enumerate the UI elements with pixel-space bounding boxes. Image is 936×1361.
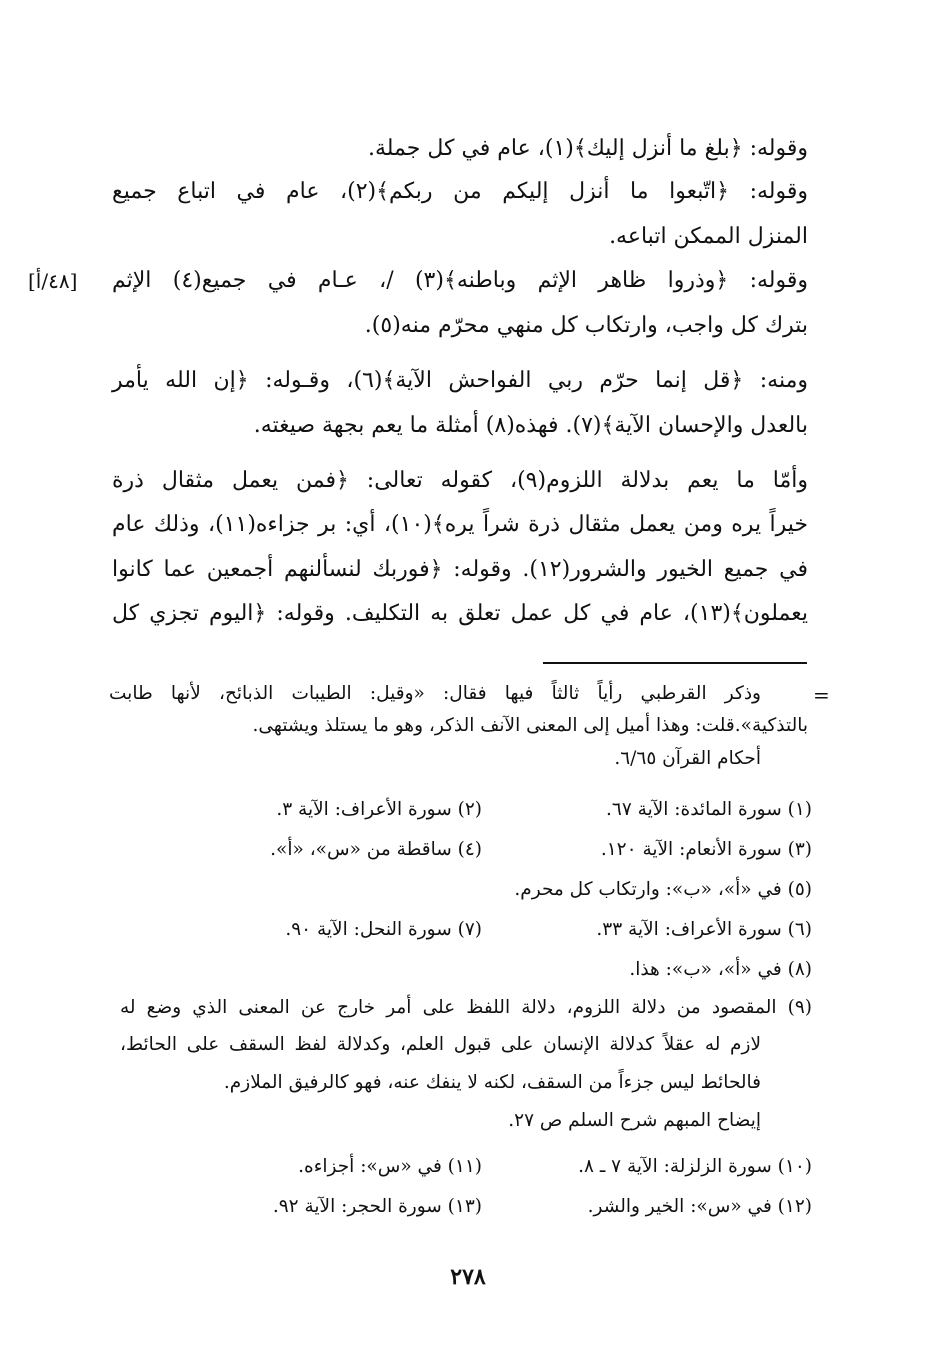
footnote-row-3-4 (150, 836, 812, 864)
footnote-row-10-11 (150, 1153, 812, 1181)
body-line-1: وقوله: ﴿بلغ ما أنزل إليك﴾(١)، عام في كل جملة. (367, 136, 808, 161)
footnote-continuation-line-2: بالتذكية».قلت: وهذا أميل إلى المعنى الآنف الذكر، وهو ما يستلذ ويشتهى. (252, 715, 808, 736)
body-line-6: ومنه: ﴿قل إنما حرّم ربي الفواحش الآية﴾(٦)، وقـوله: ﴿إن الله يأمر (112, 368, 808, 393)
footnote-continuation-line-3: أحكام القرآن ٦/٦٥. (614, 748, 761, 769)
footnote-separator (543, 662, 807, 664)
footnote-continuation-line-1: وذكر القرطبي رأياً ثالثاً فيها فقال: «وقيل: الطيبات الذبائح، لأنها طابت (109, 683, 761, 704)
footnote-9-line-4: إيضاح المبهم شرح السلم ص ٢٧. (508, 1110, 761, 1131)
footnote-9-line-1: (٩) المقصود من دلالة اللزوم، دلالة اللفظ على أمر خارج عن المعنى الذي وضع له (120, 997, 812, 1018)
footnote-12: (١٢) في «س»: الخير والشر. (587, 1196, 812, 1217)
continuation-marker: = (813, 683, 830, 707)
footnote-row-1-2 (150, 796, 812, 824)
footnote-row-12-13 (150, 1193, 812, 1221)
body-line-3: المنزل الممكن اتباعه. (609, 224, 808, 249)
body-line-10: في جميع الخيور والشرور(١٢). وقوله: ﴿فوربك لنسألنهم أجمعين عما كانوا (112, 557, 808, 582)
folio-margin-marker: [٤٨/أ] (28, 269, 78, 293)
footnote-7: (٧) سورة النحل: الآية ٩٠. (285, 919, 482, 940)
footnote-13: (١٣) سورة الحجر: الآية ٩٢. (272, 1196, 482, 1217)
body-line-4: وقوله: ﴿وذروا ظاهر الإثم وباطنه﴾(٣) /، عـام في جميع(٤) الإثم (112, 268, 808, 293)
footnote-9-line-3: فالحائط ليس جزءاً من السقف، لكنه لا ينفك عنه، فهو كالرفيق الملازم. (223, 1072, 761, 1093)
footnote-3: (٣) سورة الأنعام: الآية ١٢٠. (600, 839, 812, 860)
footnote-1: (١) سورة المائدة: الآية ٦٧. (606, 799, 812, 820)
body-line-11: يعملون﴾(١٣)، عام في كل عمل تعلق به التكليف. وقوله: ﴿اليوم تجزي كل (112, 601, 808, 626)
footnote-4: (٤) ساقطة من «س»، «أ». (270, 839, 482, 860)
body-line-9: خيراً يره ومن يعمل مثقال ذرة شراً يره﴾(١٠)، أي: بر جزاءه(١١)، وذلك عام (112, 512, 808, 537)
footnote-9-line-2: لازم له عقلاً كدلالة الإنسان على قبول العلم، وكدلالة لفظ السقف على الحائط، (120, 1034, 761, 1055)
footnote-5: (٥) في «أ»، «ب»: وارتكاب كل محرم. (514, 879, 812, 900)
body-line-8: وأمّا ما يعم بدلالة اللزوم(٩)، كقوله تعالى: ﴿فمن يعمل مثقال ذرة (112, 468, 808, 493)
footnote-6: (٦) سورة الأعراف: الآية ٣٣. (596, 919, 812, 940)
page-number: ٢٧٨ (450, 1264, 486, 1290)
footnote-row-6-7 (150, 916, 812, 944)
body-line-7: بالعدل والإحسان الآية﴾(٧). فهذه(٨) أمثلة ما يعم بجهة صيغته. (253, 413, 808, 438)
footnote-10: (١٠) سورة الزلزلة: الآية ٧ ـ ٨. (578, 1156, 812, 1177)
body-line-5: بترك كل واجب، وارتكاب كل منهي محرّم منه(٥). (364, 313, 808, 338)
footnote-11: (١١) في «س»: أجزاءه. (298, 1156, 482, 1177)
footnote-2: (٢) سورة الأعراف: الآية ٣. (276, 799, 482, 820)
footnote-8: (٨) في «أ»، «ب»: هذا. (629, 959, 812, 980)
body-line-2: وقوله: ﴿اتّبعوا ما أنزل إليكم من ربكم﴾(٢)، عام في اتباع جميع (112, 179, 808, 204)
